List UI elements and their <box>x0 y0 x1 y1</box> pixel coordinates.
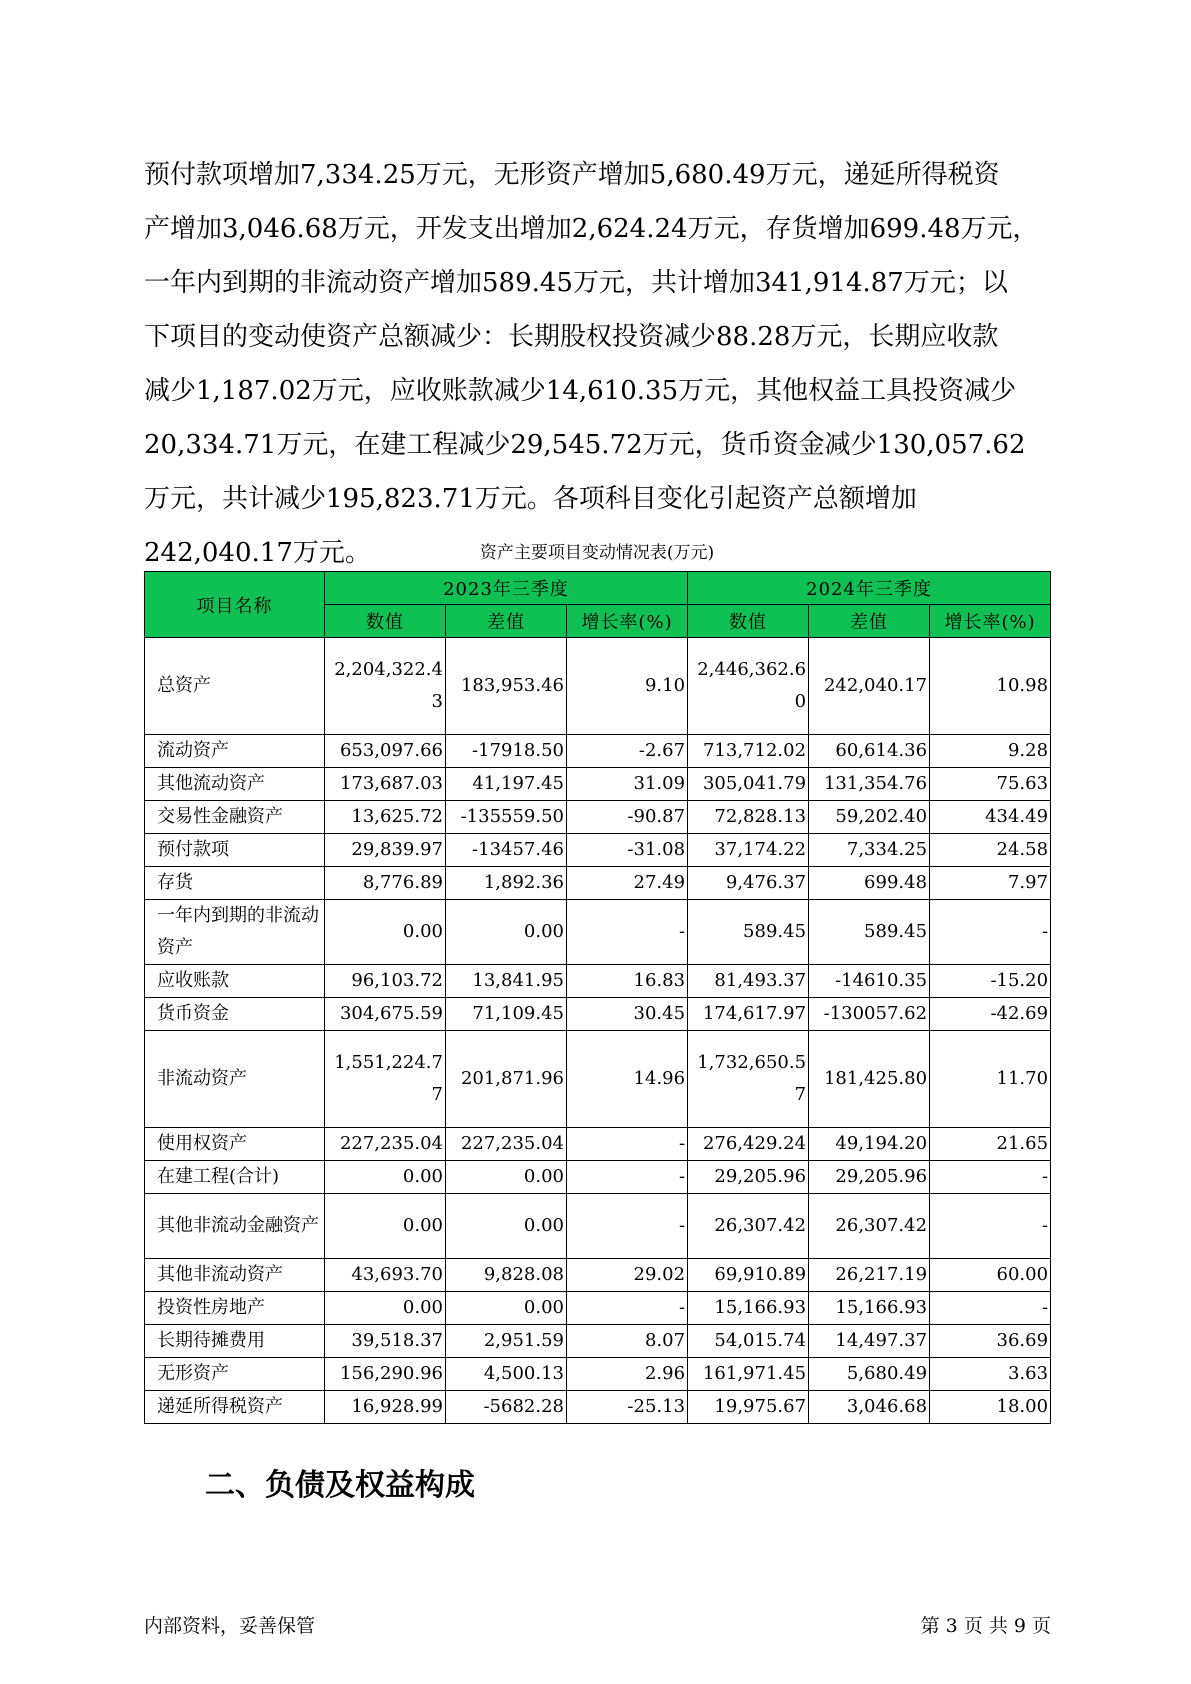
row-cell-v24: 276,429.24 <box>688 1128 809 1161</box>
row-cell-d24: 49,194.20 <box>809 1128 930 1161</box>
row-cell-d24: 181,425.80 <box>809 1031 930 1128</box>
table-caption: 资产主要项目变动情况表(万元) <box>479 543 715 563</box>
paragraph-line: 产增加3,046.68万元，开发支出增加2,624.24万元，存货增加699.48万元， <box>144 214 1039 244</box>
body-paragraph <box>144 148 1044 580</box>
table-row <box>145 998 1051 1031</box>
table-row <box>145 1358 1051 1391</box>
footer-confidential: 内部资料，妥善保管 <box>144 1615 316 1637</box>
row-cell-d23: -17918.50 <box>446 735 567 768</box>
row-item-name: 货币资金 <box>145 998 325 1031</box>
row-cell-d24: 29,205.96 <box>809 1161 930 1194</box>
row-cell-v24: 29,205.96 <box>688 1161 809 1194</box>
row-cell-g24: 11.70 <box>930 1031 1051 1128</box>
row-cell-g23: 29.02 <box>567 1259 688 1292</box>
row-cell-v23: 2,204,322.43 <box>325 638 446 735</box>
header-growth-2023: 增长率(%) <box>567 605 688 638</box>
row-cell-d23: -13457.46 <box>446 834 567 867</box>
row-item-name: 投资性房地产 <box>145 1292 325 1325</box>
row-cell-v23: 13,625.72 <box>325 801 446 834</box>
row-cell-d24: -130057.62 <box>809 998 930 1031</box>
table-row <box>145 1391 1051 1424</box>
row-cell-d24: 242,040.17 <box>809 638 930 735</box>
row-item-name: 其他流动资产 <box>145 768 325 801</box>
table-header-row <box>145 572 1051 605</box>
row-cell-v23: 653,097.66 <box>325 735 446 768</box>
row-cell-d24: 699.48 <box>809 867 930 900</box>
row-cell-v24: 69,910.89 <box>688 1259 809 1292</box>
row-cell-g23: -90.87 <box>567 801 688 834</box>
row-cell-d24: 131,354.76 <box>809 768 930 801</box>
asset-change-table <box>144 571 1051 1424</box>
row-cell-g23: -25.13 <box>567 1391 688 1424</box>
row-cell-d24: 60,614.36 <box>809 735 930 768</box>
row-cell-d23: 0.00 <box>446 900 567 965</box>
row-cell-v24: 305,041.79 <box>688 768 809 801</box>
row-cell-v24: 81,493.37 <box>688 965 809 998</box>
row-cell-v24: 589.45 <box>688 900 809 965</box>
row-cell-g23: - <box>567 1128 688 1161</box>
row-cell-d23: 41,197.45 <box>446 768 567 801</box>
row-cell-d23: 227,235.04 <box>446 1128 567 1161</box>
row-cell-d24: 3,046.68 <box>809 1391 930 1424</box>
row-cell-g24: 434.49 <box>930 801 1051 834</box>
row-cell-v24: 174,617.97 <box>688 998 809 1031</box>
row-cell-v24: 72,828.13 <box>688 801 809 834</box>
row-cell-d23: 4,500.13 <box>446 1358 567 1391</box>
header-period-2024: 2024年三季度 <box>688 572 1051 605</box>
table-row <box>145 1292 1051 1325</box>
row-cell-v23: 0.00 <box>325 1194 446 1259</box>
row-cell-g23: 27.49 <box>567 867 688 900</box>
row-cell-g23: 14.96 <box>567 1031 688 1128</box>
row-cell-v23: 39,518.37 <box>325 1325 446 1358</box>
row-cell-d24: 26,307.42 <box>809 1194 930 1259</box>
row-cell-d23: 0.00 <box>446 1292 567 1325</box>
table-row <box>145 1161 1051 1194</box>
row-item-name: 一年内到期的非流动资产 <box>145 900 325 965</box>
table-row <box>145 834 1051 867</box>
paragraph-line: 预付款项增加7,334.25万元，无形资产增加5,680.49万元，递延所得税资 <box>144 160 1000 190</box>
row-cell-v24: 54,015.74 <box>688 1325 809 1358</box>
table-row <box>145 867 1051 900</box>
paragraph-line: 一年内到期的非流动资产增加589.45万元，共计增加341,914.87万元；以 <box>144 268 1008 298</box>
row-item-name: 长期待摊费用 <box>145 1325 325 1358</box>
row-cell-d24: -14610.35 <box>809 965 930 998</box>
row-item-name: 在建工程(合计) <box>145 1161 325 1194</box>
table-row <box>145 801 1051 834</box>
paragraph-line: 20,334.71万元，在建工程减少29,545.72万元，货币资金减少130,057.62 <box>144 430 1026 460</box>
row-item-name: 存货 <box>145 867 325 900</box>
row-cell-g24: 60.00 <box>930 1259 1051 1292</box>
row-cell-d24: 15,166.93 <box>809 1292 930 1325</box>
row-cell-d24: 14,497.37 <box>809 1325 930 1358</box>
row-cell-d24: 59,202.40 <box>809 801 930 834</box>
row-cell-d24: 26,217.19 <box>809 1259 930 1292</box>
footer-page-number: 第 3 页 共 9 页 <box>920 1615 1051 1637</box>
row-item-name: 其他非流动资产 <box>145 1259 325 1292</box>
row-item-name: 递延所得税资产 <box>145 1391 325 1424</box>
row-cell-v24: 1,732,650.57 <box>688 1031 809 1128</box>
table-row <box>145 965 1051 998</box>
row-cell-g23: 16.83 <box>567 965 688 998</box>
row-cell-g23: 30.45 <box>567 998 688 1031</box>
row-cell-v23: 173,687.03 <box>325 768 446 801</box>
row-cell-v23: 227,235.04 <box>325 1128 446 1161</box>
row-cell-g24: 21.65 <box>930 1128 1051 1161</box>
table-row <box>145 1194 1051 1259</box>
row-cell-v23: 1,551,224.77 <box>325 1031 446 1128</box>
table-row <box>145 768 1051 801</box>
row-cell-g23: - <box>567 1292 688 1325</box>
paragraph-line: 万元，共计减少195,823.71万元。各项科目变化引起资产总额增加 <box>144 484 917 514</box>
header-value-2023: 数值 <box>325 605 446 638</box>
row-cell-g24: - <box>930 900 1051 965</box>
row-cell-g23: - <box>567 1194 688 1259</box>
row-cell-d23: 9,828.08 <box>446 1259 567 1292</box>
row-item-name: 总资产 <box>145 638 325 735</box>
table-row <box>145 735 1051 768</box>
table-row <box>145 900 1051 965</box>
row-cell-g24: 75.63 <box>930 768 1051 801</box>
row-cell-g24: 3.63 <box>930 1358 1051 1391</box>
row-item-name: 应收账款 <box>145 965 325 998</box>
header-item-name: 项目名称 <box>145 572 325 638</box>
row-cell-g24: 7.97 <box>930 867 1051 900</box>
row-cell-v24: 37,174.22 <box>688 834 809 867</box>
row-cell-v23: 43,693.70 <box>325 1259 446 1292</box>
row-cell-v24: 9,476.37 <box>688 867 809 900</box>
row-cell-v23: 0.00 <box>325 900 446 965</box>
row-cell-g24: -15.20 <box>930 965 1051 998</box>
row-cell-d23: -5682.28 <box>446 1391 567 1424</box>
row-cell-g23: - <box>567 1161 688 1194</box>
row-cell-v24: 161,971.45 <box>688 1358 809 1391</box>
row-cell-d24: 5,680.49 <box>809 1358 930 1391</box>
row-cell-v24: 26,307.42 <box>688 1194 809 1259</box>
section-heading: 二、负债及权益构成 <box>205 1468 475 1503</box>
row-cell-d24: 589.45 <box>809 900 930 965</box>
row-item-name: 其他非流动金融资产 <box>145 1194 325 1259</box>
row-cell-g24: - <box>930 1161 1051 1194</box>
row-cell-g24: -42.69 <box>930 998 1051 1031</box>
row-cell-g24: 24.58 <box>930 834 1051 867</box>
row-cell-g24: - <box>930 1194 1051 1259</box>
row-cell-v23: 0.00 <box>325 1161 446 1194</box>
row-item-name: 无形资产 <box>145 1358 325 1391</box>
paragraph-line: 减少1,187.02万元，应收账款减少14,610.35万元，其他权益工具投资减少 <box>144 376 1017 406</box>
row-item-name: 使用权资产 <box>145 1128 325 1161</box>
table-row <box>145 1259 1051 1292</box>
row-cell-d23: 2,951.59 <box>446 1325 567 1358</box>
row-cell-d23: 13,841.95 <box>446 965 567 998</box>
row-cell-g24: - <box>930 1292 1051 1325</box>
row-cell-d23: 183,953.46 <box>446 638 567 735</box>
row-cell-d23: 0.00 <box>446 1194 567 1259</box>
row-cell-v23: 156,290.96 <box>325 1358 446 1391</box>
row-cell-d23: 0.00 <box>446 1161 567 1194</box>
row-item-name: 流动资产 <box>145 735 325 768</box>
row-cell-g23: -31.08 <box>567 834 688 867</box>
row-cell-d23: 1,892.36 <box>446 867 567 900</box>
row-cell-v24: 15,166.93 <box>688 1292 809 1325</box>
header-diff-2024: 差值 <box>809 605 930 638</box>
row-cell-g23: 8.07 <box>567 1325 688 1358</box>
table-row <box>145 638 1051 735</box>
table-row <box>145 1325 1051 1358</box>
row-cell-g24: 9.28 <box>930 735 1051 768</box>
row-cell-v23: 29,839.97 <box>325 834 446 867</box>
header-period-2023: 2023年三季度 <box>325 572 688 605</box>
row-cell-d23: 71,109.45 <box>446 998 567 1031</box>
header-growth-2024: 增长率(%) <box>930 605 1051 638</box>
row-cell-g24: 18.00 <box>930 1391 1051 1424</box>
paragraph-line: 下项目的变动使资产总额减少：长期股权投资减少88.28万元，长期应收款 <box>144 322 999 352</box>
row-cell-g24: 36.69 <box>930 1325 1051 1358</box>
row-cell-v24: 19,975.67 <box>688 1391 809 1424</box>
row-cell-v23: 96,103.72 <box>325 965 446 998</box>
row-item-name: 非流动资产 <box>145 1031 325 1128</box>
row-cell-g24: 10.98 <box>930 638 1051 735</box>
paragraph-line: 242,040.17万元。 <box>144 538 371 568</box>
header-diff-2023: 差值 <box>446 605 567 638</box>
row-cell-d23: -135559.50 <box>446 801 567 834</box>
row-cell-g23: 31.09 <box>567 768 688 801</box>
row-cell-v23: 8,776.89 <box>325 867 446 900</box>
row-cell-g23: - <box>567 900 688 965</box>
row-cell-g23: 2.96 <box>567 1358 688 1391</box>
row-cell-g23: 9.10 <box>567 638 688 735</box>
row-cell-v24: 713,712.02 <box>688 735 809 768</box>
row-cell-v23: 0.00 <box>325 1292 446 1325</box>
row-item-name: 预付款项 <box>145 834 325 867</box>
row-cell-d24: 7,334.25 <box>809 834 930 867</box>
row-cell-v23: 16,928.99 <box>325 1391 446 1424</box>
row-cell-d23: 201,871.96 <box>446 1031 567 1128</box>
row-cell-g23: -2.67 <box>567 735 688 768</box>
header-value-2024: 数值 <box>688 605 809 638</box>
table-row <box>145 1128 1051 1161</box>
row-item-name: 交易性金融资产 <box>145 801 325 834</box>
table-row <box>145 1031 1051 1128</box>
row-cell-v23: 304,675.59 <box>325 998 446 1031</box>
row-cell-v24: 2,446,362.60 <box>688 638 809 735</box>
